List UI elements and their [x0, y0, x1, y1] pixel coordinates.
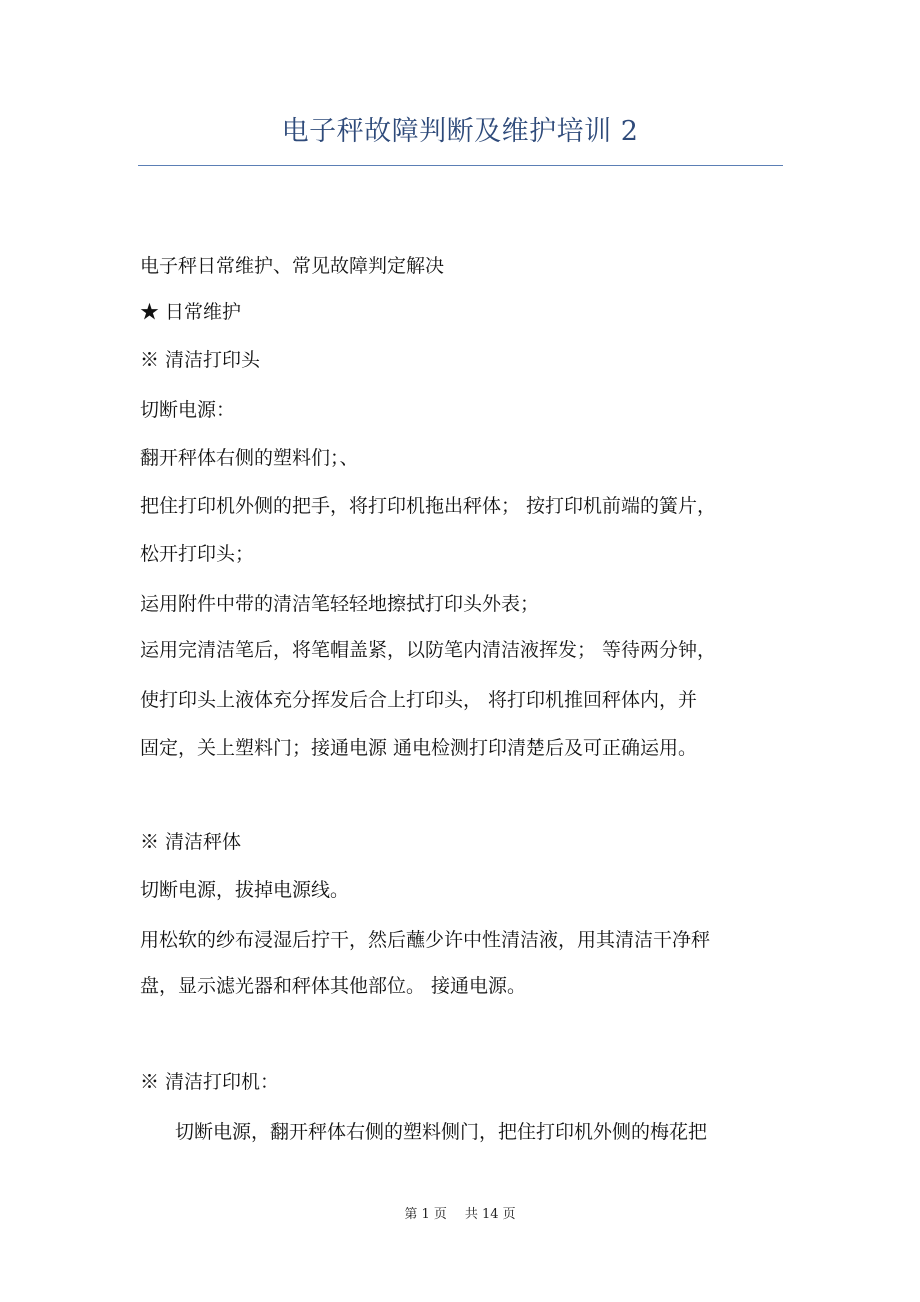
paragraph-line: 切断电源，拔掉电源线。 — [140, 879, 350, 901]
page-number: 第 1 页 — [404, 1207, 447, 1222]
paragraph-line: 固定，关上塑料门；接通电源 通电检测打印清楚后及可正确运用。 — [140, 737, 698, 759]
page-total: 共 14 页 — [464, 1207, 516, 1222]
document-title: 电子秤故障判断及维护培训 2 — [281, 116, 639, 147]
paragraph-line: 使打印头上液体充分挥发后合上打印头， 将打印机推回秤体内，并 — [140, 689, 698, 711]
section-heading: 电子秤日常维护、常见故障判定解决 — [140, 255, 445, 277]
item-heading-clean-scale-body: ※ 清洁秤体 — [140, 831, 242, 853]
item-heading-clean-printer: ※ 清洁打印机： — [140, 1071, 280, 1093]
paragraph-line: 切断电源： — [140, 399, 236, 421]
title-underline — [138, 165, 783, 166]
paragraph-line: 切断电源，翻开秤体右侧的塑料侧门，把住打印机外侧的梅花把 — [175, 1121, 708, 1143]
paragraph-line: 翻开秤体右侧的塑料们；、 — [140, 447, 359, 469]
page-footer — [0, 1206, 920, 1224]
subsection-heading-daily-maintenance: ★ 日常维护 — [140, 301, 242, 323]
paragraph-line: 盘，显示滤光器和秤体其他部位。 接通电源。 — [140, 975, 527, 997]
paragraph-line: 用松软的纱布浸湿后拧干，然后蘸少许中性清洁液，用其清洁干净秤 — [140, 929, 711, 951]
paragraph-line: 运用附件中带的清洁笔轻轻地擦拭打印头外表； — [140, 593, 540, 615]
paragraph-line: 运用完清洁笔后，将笔帽盖紧，以防笔内清洁液挥发； 等待两分钟， — [140, 639, 717, 661]
paragraph-line: 把住打印机外侧的把手，将打印机拖出秤体； 按打印机前端的簧片， — [140, 495, 717, 517]
paragraph-line: 松开打印头； — [140, 543, 255, 565]
item-heading-clean-print-head: ※ 清洁打印头 — [140, 349, 261, 371]
